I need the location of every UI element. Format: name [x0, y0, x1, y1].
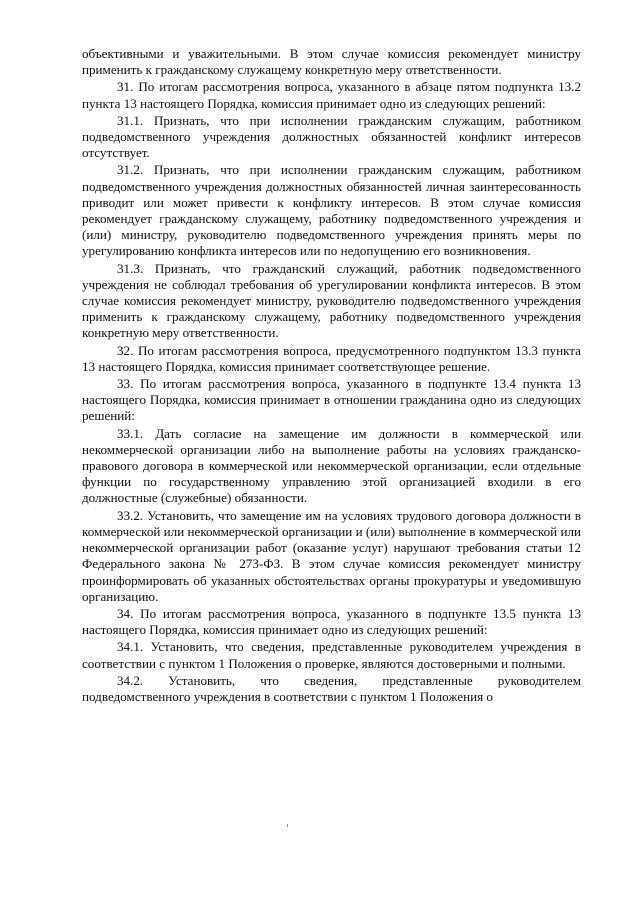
paragraph-31-2: 31.2. Признать, что при исполнении гражданским служащим, работником подведомственного учреждения должностных обязанностей личная заинтересованность приводит или может привести к конфликту интересов. В этом случае комиссия рекомендует гражданскому служащему, работнику подведомственного учреждения и (или) министру, руководителю подведомственного учреждения принять меры по урегулированию конфликта интересов или по недопущению его возникновения.: [82, 162, 581, 259]
paragraph-34: 34. По итогам рассмотрения вопроса, указанного в подпункте 13.5 пункта 13 настоящего Порядка, комиссия принимает одно из следующих решений:: [82, 605, 581, 638]
scan-speck: [287, 824, 288, 827]
paragraph-31-3: 31.3. Признать, что гражданский служащий, работник подведомственного учреждения не соблюдал требования об урегулировании конфликта интересов. В этом случае комиссия рекомендует министру, руководителю подведомственного учреждения применить к гражданскому служащему, работнику подведомственного учреждения конкретную меру ответственности.: [82, 260, 581, 341]
paragraph-31: 31. По итогам рассмотрения вопроса, указанного в абзаце пятом подпункта 13.2 пункта 13 настоящего Порядка, комиссия принимает одно из следующих решений:: [82, 79, 581, 111]
paragraph-33-2: 33.2. Установить, что замещение им на условиях трудового договора должности в коммерческой или некоммерческой организации и (или) выполнение в коммерческой или некоммерческой организации работ (оказание услуг) нарушают требования статьи 12 Федерального закона № 273-ФЗ. В этом случае комиссия рекомендует министру проинформировать об указанных обстоятельствах органы прокуратуры и уведомившую организацию.: [82, 507, 581, 604]
paragraph-32: 32. По итогам рассмотрения вопроса, предусмотренного подпунктом 13.3 пункта 13 настоящего Порядка, комиссия принимает соответствующее решение.: [82, 342, 581, 374]
paragraph-34-1: 34.1. Установить, что сведения, представленные руководителем учреждения в соответствии с пунктом 1 Положения о проверке, являются достоверными и полными.: [82, 639, 581, 671]
paragraph-continuation: объективными и уважительными. В этом случае комиссия рекомендует министру применить к гражданскому служащему конкретную меру ответственности.: [82, 46, 581, 78]
document-body: [82, 46, 581, 706]
paragraph-31-1: 31.1. Признать, что при исполнении гражданским служащим, работником подведомственного учреждения должностных обязанностей конфликт интересов отсутствует.: [82, 112, 581, 161]
paragraph-33-1: 33.1. Дать согласие на замещение им должности в коммерческой или некоммерческой организации либо на выполнение работы на условиях гражданско-правового договора в коммерческой или некоммерческой организации, если отдельные функции по государственному управлению этой организацией входили в его должностные (служебные) обязанности.: [82, 425, 581, 506]
paragraph-34-2: 34.2. Установить, что сведения, представленные руководителем подведомственного учреждения в соответствии с пунктом 1 Положения о: [82, 672, 581, 704]
paragraph-33: 33. По итогам рассмотрения вопроса, указанного в подпункте 13.4 пункта 13 настоящего Порядка, комиссия принимает в отношении гражданина одно из следующих решений:: [82, 376, 581, 424]
